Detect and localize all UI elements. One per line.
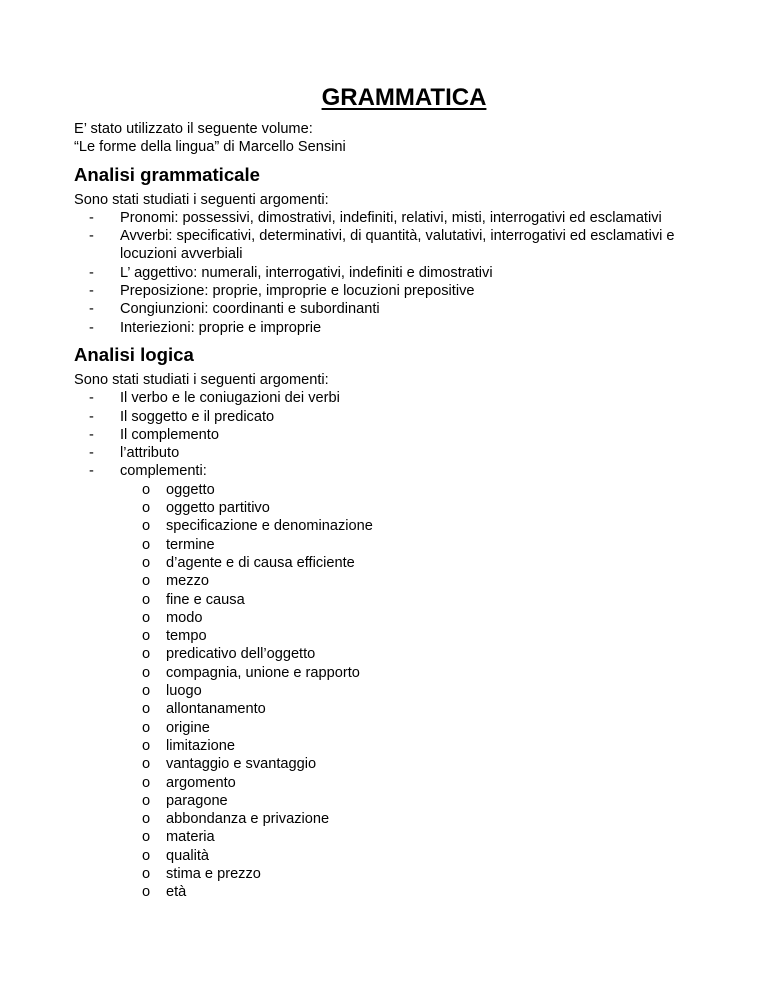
sub-list-item-text: argomento (166, 774, 236, 791)
list-item-text: Interiezioni: proprie e improprie (120, 319, 322, 336)
sub-list-item (74, 536, 714, 554)
sub-list-item (74, 719, 714, 737)
sub-list-item-text: termine (166, 536, 215, 553)
dash-marker: - (89, 209, 94, 226)
circle-marker: o (142, 518, 151, 535)
list-item-text: Preposizione: proprie, improprie e locuzioni prepositive (120, 283, 475, 300)
list-item-text: Il verbo e le coniugazioni dei verbi (120, 390, 340, 407)
circle-marker: o (142, 591, 151, 608)
sub-list-item (74, 554, 714, 572)
list-item-text: Congiunzioni: coordinanti e subordinanti (120, 301, 380, 318)
sub-list-item-text: qualità (166, 847, 210, 864)
list-item (74, 227, 714, 264)
dash-marker: - (89, 390, 94, 407)
sub-list-item-text: stima e prezzo (166, 865, 261, 882)
sub-list-item (74, 792, 714, 810)
circle-marker: o (142, 847, 151, 864)
dash-marker: - (89, 228, 94, 245)
circle-marker: o (142, 737, 151, 754)
sub-list-item (74, 865, 714, 883)
dash-marker: - (89, 264, 94, 281)
circle-marker: o (142, 664, 151, 681)
document-title: GRAMMATICA (321, 84, 487, 111)
dash-marker: - (89, 463, 94, 480)
sub-list-item-text: mezzo (166, 573, 209, 590)
sub-list-item-text: oggetto (166, 481, 215, 498)
circle-marker: o (142, 500, 151, 517)
circle-marker: o (142, 573, 151, 590)
circle-marker: o (142, 609, 151, 626)
sub-list-item-text: predicativo dell’oggetto (166, 646, 316, 663)
sub-list-item-text: modo (166, 609, 203, 626)
list-item (74, 319, 714, 337)
intro-line: “Le forme della lingua” di Marcello Sensini (74, 139, 346, 156)
sub-list-item-text: specificazione e denominazione (166, 518, 373, 535)
circle-marker: o (142, 865, 151, 882)
sub-list-item-text: allontanamento (166, 701, 266, 718)
topic-list (74, 209, 714, 337)
list-item-text: complementi: (120, 463, 207, 480)
section-analisi-grammaticale (74, 163, 714, 337)
complement-list (74, 481, 714, 902)
list-item (74, 408, 714, 426)
circle-marker: o (142, 884, 151, 901)
sub-list-item-text: d’agente e di causa efficiente (166, 554, 355, 571)
circle-marker: o (142, 536, 151, 553)
sub-list-item (74, 499, 714, 517)
sub-list-item (74, 664, 714, 682)
sub-list-item-text: fine e causa (166, 591, 245, 608)
circle-marker: o (142, 811, 151, 828)
circle-marker: o (142, 646, 151, 663)
circle-marker: o (142, 554, 151, 571)
sub-list-item (74, 517, 714, 535)
sub-list-item-text: materia (166, 829, 215, 846)
list-item (74, 462, 714, 480)
dash-marker: - (89, 408, 94, 425)
topic-list (74, 389, 714, 480)
sub-list-item-text: paragone (166, 792, 228, 809)
circle-marker: o (142, 774, 151, 791)
sub-list-item-text: compagnia, unione e rapporto (166, 664, 360, 681)
dash-marker: - (89, 426, 94, 443)
intro-text (74, 120, 714, 157)
dash-marker: - (89, 445, 94, 462)
sub-list-item-text: origine (166, 719, 210, 736)
sub-list-item-text: vantaggio e svantaggio (166, 756, 317, 773)
dash-marker: - (89, 319, 94, 336)
circle-marker: o (142, 683, 151, 700)
list-item (74, 282, 714, 300)
sub-list-item-text: età (166, 884, 187, 901)
list-item-text: Il soggetto e il predicato (120, 408, 275, 425)
list-item-text: Il complemento (120, 426, 219, 443)
list-item-text: l’attributo (120, 445, 180, 462)
sub-list-item (74, 700, 714, 718)
sub-list-item-text: luogo (166, 683, 202, 700)
sub-list-item (74, 481, 714, 499)
sub-list-item (74, 572, 714, 590)
circle-marker: o (142, 719, 151, 736)
sub-list-item (74, 627, 714, 645)
sub-list-item-text: limitazione (166, 737, 235, 754)
sub-list-item (74, 828, 714, 846)
sub-list-item (74, 645, 714, 663)
list-item (74, 300, 714, 318)
list-item (74, 264, 714, 282)
sub-list-item (74, 847, 714, 865)
sub-list-item-text: tempo (166, 628, 207, 645)
sub-list-item (74, 591, 714, 609)
list-item-text: Pronomi: possessivi, dimostrativi, indefiniti, relativi, misti, interrogativi ed esclamativi (120, 209, 662, 226)
circle-marker: o (142, 756, 151, 773)
sub-list-item-text: oggetto partitivo (166, 500, 270, 517)
sub-list-item-text: abbondanza e privazione (166, 811, 330, 828)
list-item (74, 209, 714, 227)
sub-list-item (74, 810, 714, 828)
circle-marker: o (142, 829, 151, 846)
dash-marker: - (89, 301, 94, 318)
sub-list-item (74, 883, 714, 901)
sub-list-item (74, 609, 714, 627)
sub-list-item (74, 737, 714, 755)
section-heading: Analisi grammaticale (74, 163, 261, 185)
dash-marker: - (89, 283, 94, 300)
section-heading: Analisi logica (74, 343, 194, 365)
circle-marker: o (142, 701, 151, 718)
section-analisi-logica (74, 343, 714, 902)
sub-list-item (74, 682, 714, 700)
circle-marker: o (142, 481, 151, 498)
list-item-text: Avverbi: specificativi, determinativi, di quantità, valutativi, interrogativi ed esclamativi e locuzioni avverbiali (120, 228, 675, 263)
intro-line: E’ stato utilizzato il seguente volume: (74, 121, 313, 137)
section-lead: Sono stati studiati i seguenti argomenti: (74, 371, 329, 388)
list-item (74, 444, 714, 462)
list-item (74, 426, 714, 444)
sub-list-item (74, 755, 714, 773)
circle-marker: o (142, 628, 151, 645)
sub-list-item (74, 774, 714, 792)
list-item (74, 389, 714, 407)
list-item-text: L’ aggettivo: numerali, interrogativi, indefiniti e dimostrativi (120, 264, 493, 281)
document-page (74, 84, 714, 902)
circle-marker: o (142, 792, 151, 809)
section-lead: Sono stati studiati i seguenti argomenti: (74, 191, 329, 208)
